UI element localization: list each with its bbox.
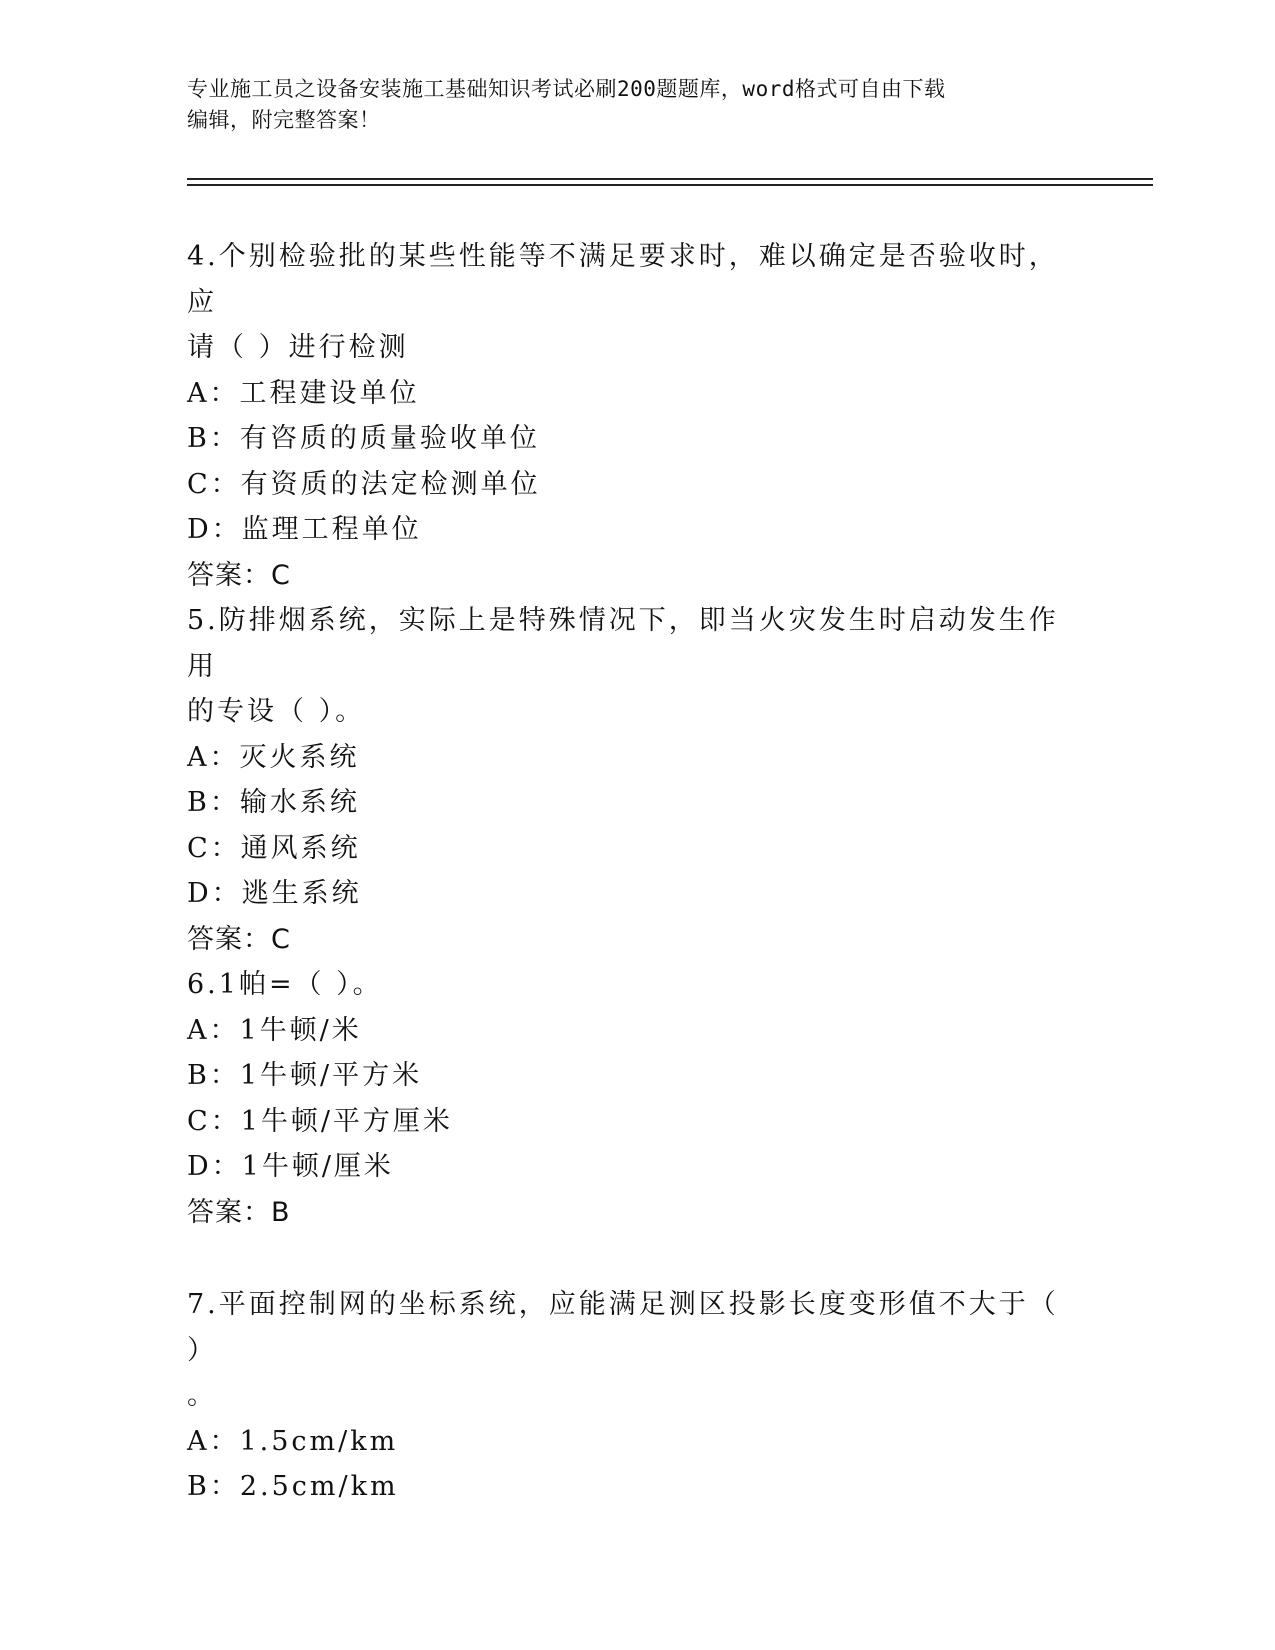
option-b: B：输水系统 xyxy=(187,787,360,818)
header-line-2: 编辑，附完整答案！ xyxy=(187,108,381,132)
option-d: D：监理工程单位 xyxy=(187,514,422,545)
question-stem-line: 。 xyxy=(187,1380,217,1411)
question-5 xyxy=(187,598,1067,962)
option-d: D：逃生系统 xyxy=(187,878,362,909)
option-a: A：灭火系统 xyxy=(187,741,360,773)
header-divider-bottom xyxy=(187,184,1153,186)
question-6 xyxy=(187,962,1067,1235)
question-4 xyxy=(187,234,1067,598)
option-b: B：2.5cm/km xyxy=(187,1471,399,1502)
question-stem-line: 4.个别检验批的某些性能等不满足要求时，难以确定是否验收时，应 xyxy=(187,241,1059,318)
question-stem-line: 6.1帕=（ ）。 xyxy=(187,969,383,1000)
header-divider-top xyxy=(187,178,1153,180)
answer: 答案：C xyxy=(187,923,291,955)
option-c: C：有资质的法定检测单位 xyxy=(187,468,541,500)
option-c: C：通风系统 xyxy=(187,832,361,864)
question-stem-line: 7.平面控制网的坐标系统，应能满足测区投影长度变形值不大于（ ） xyxy=(187,1289,1059,1366)
option-b: B：1牛顿/平方米 xyxy=(187,1060,423,1091)
question-stem-line: 的专设（ ）。 xyxy=(187,696,366,727)
answer: 答案：C xyxy=(187,559,291,591)
option-d: D：1牛顿/厘米 xyxy=(187,1151,394,1182)
option-b: B：有咨质的质量验收单位 xyxy=(187,423,540,454)
question-stem-line: 5.防排烟系统，实际上是特殊情况下，即当火灾发生时启动发生作用 xyxy=(187,605,1059,682)
answer: 答案：B xyxy=(187,1196,291,1228)
option-a: A：1牛顿/米 xyxy=(187,1014,362,1046)
header-line-1: 专业施工员之设备安装施工基础知识考试必刷200题题库，word格式可自由下载 xyxy=(187,77,946,101)
option-c: C：1牛顿/平方厘米 xyxy=(187,1105,453,1137)
option-a: A：1.5cm/km xyxy=(187,1425,399,1457)
document-header xyxy=(187,74,1087,136)
question-7 xyxy=(187,1282,1067,1510)
question-stem-line: 请（ ）进行检测 xyxy=(187,332,409,363)
option-a: A：工程建设单位 xyxy=(187,377,420,409)
